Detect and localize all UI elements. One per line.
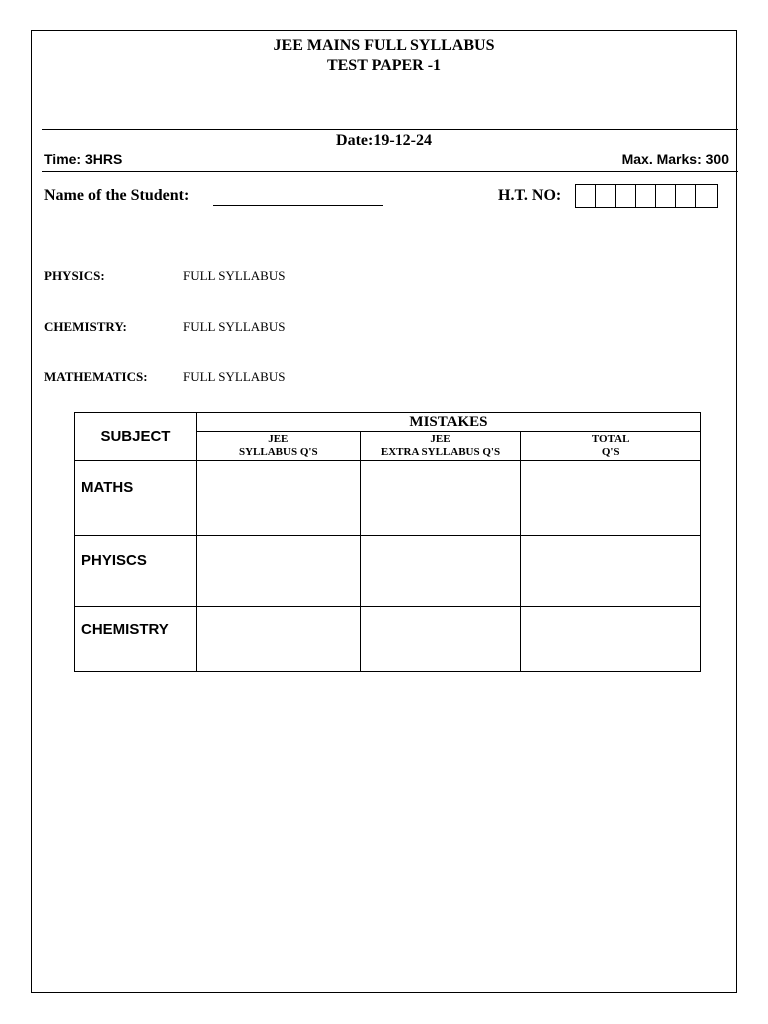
column-header-line: SYLLABUS Q'S: [239, 446, 318, 458]
column-header-line: JEE: [268, 433, 289, 445]
max-marks: Max. Marks: 300: [621, 151, 729, 167]
ht-box[interactable]: [616, 185, 636, 207]
column-header-line: JEE: [430, 433, 451, 445]
student-name-label: Name of the Student:: [44, 187, 190, 204]
column-header-line: TOTAL: [591, 433, 630, 445]
ht-box[interactable]: [576, 185, 596, 207]
row-label-chemistry: CHEMISTRY: [75, 607, 197, 672]
ht-box[interactable]: [656, 185, 676, 207]
ht-box[interactable]: [696, 185, 717, 207]
table-row: [75, 461, 701, 536]
column-header-line: EXTRA SYLLABUS Q'S: [380, 446, 501, 458]
ht-box[interactable]: [676, 185, 696, 207]
syllabus-scope-physics: FULL SYLLABUS: [183, 268, 286, 283]
mistakes-table: [74, 412, 701, 672]
entry-cell[interactable]: [521, 607, 701, 672]
subject-header: SUBJECT: [75, 413, 197, 461]
ht-number-boxes[interactable]: [575, 184, 718, 208]
table-row: [75, 536, 701, 607]
entry-cell[interactable]: [521, 461, 701, 536]
row-label-physics: PHYISCS: [75, 536, 197, 607]
column-header-total: [521, 432, 701, 461]
exam-date: Date:19-12-24: [336, 132, 432, 149]
entry-cell[interactable]: [521, 536, 701, 607]
table-row: [75, 607, 701, 672]
entry-cell[interactable]: [360, 536, 521, 607]
row-label-maths: MATHS: [75, 461, 197, 536]
ht-box[interactable]: [636, 185, 656, 207]
column-header-extra-syllabus: [360, 432, 521, 461]
column-header-line: Q'S: [601, 446, 620, 458]
ht-box[interactable]: [596, 185, 616, 207]
syllabus-subject-physics: PHYSICS:: [44, 268, 105, 283]
exam-duration: Time: 3HRS: [44, 151, 123, 167]
entry-cell[interactable]: [196, 536, 360, 607]
column-header-jee-syllabus: [196, 432, 360, 461]
syllabus-subject-mathematics: MATHEMATICS:: [44, 369, 148, 384]
entry-cell[interactable]: [196, 461, 360, 536]
divider-bottom: [42, 171, 738, 172]
entry-cell[interactable]: [196, 607, 360, 672]
divider-top: [42, 129, 738, 130]
entry-cell[interactable]: [360, 461, 521, 536]
syllabus-scope-mathematics: FULL SYLLABUS: [183, 369, 286, 384]
student-name-field[interactable]: [213, 205, 383, 206]
entry-cell[interactable]: [360, 607, 521, 672]
paper-subtitle: TEST PAPER -1: [326, 57, 442, 74]
mistakes-header: MISTAKES: [196, 413, 700, 432]
paper-title: JEE MAINS FULL SYLLABUS: [273, 37, 495, 54]
syllabus-scope-chemistry: FULL SYLLABUS: [183, 319, 286, 334]
syllabus-subject-chemistry: CHEMISTRY:: [44, 319, 127, 334]
ht-number-label: H.T. NO:: [498, 187, 562, 204]
